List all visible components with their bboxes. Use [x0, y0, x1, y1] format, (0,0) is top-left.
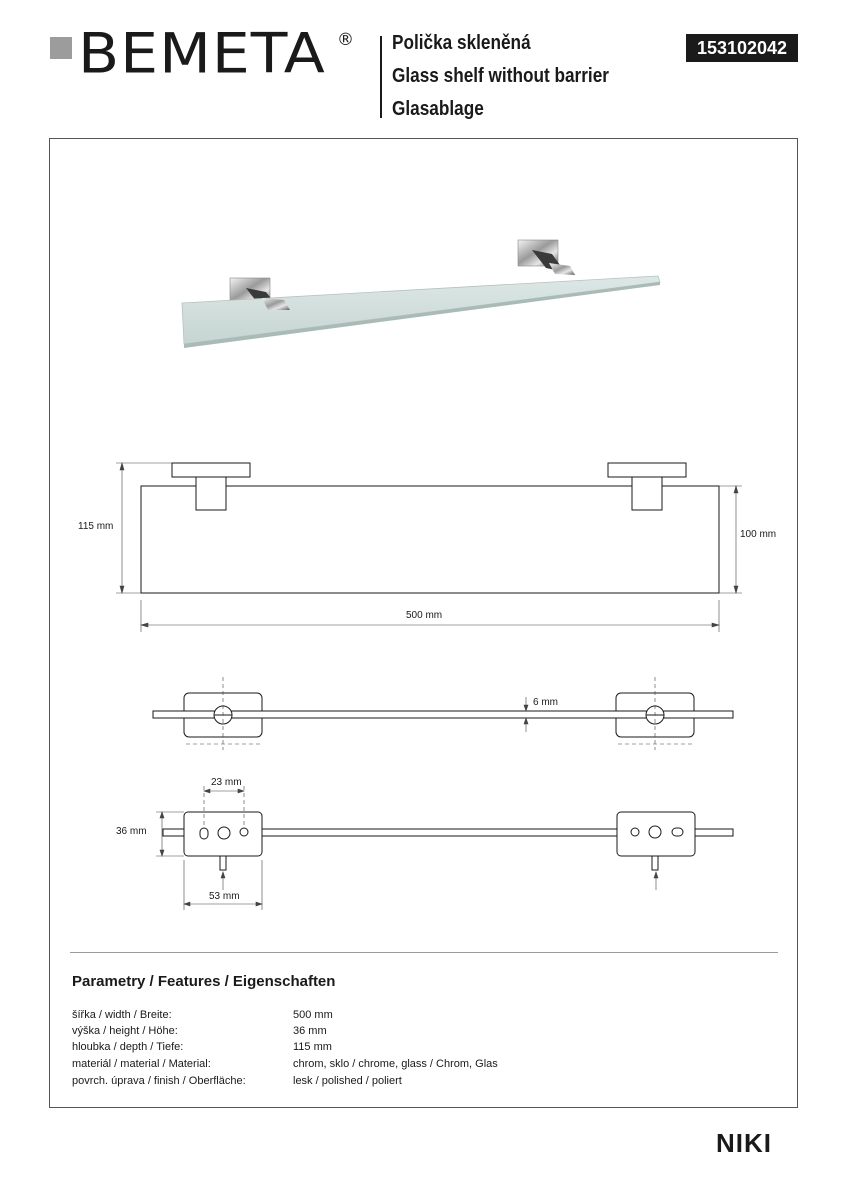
product-title-de: Glasablage: [392, 98, 484, 120]
dim-total-depth: 115 mm: [78, 521, 114, 532]
dim-bracket-width: 53 mm: [209, 891, 240, 902]
header-divider: [380, 36, 382, 118]
series-name: NIKI: [716, 1128, 772, 1158]
brand-logo: BEMETA: [78, 22, 326, 87]
product-illustration: [182, 240, 660, 348]
dim-width: 500 mm: [406, 610, 443, 621]
spec-label-material: materiál / material / Material:: [72, 1058, 211, 1070]
product-title-cz: Polička skleněná: [392, 32, 531, 54]
logo-square: [50, 37, 72, 59]
spec-label-width: šířka / width / Breite:: [72, 1009, 172, 1021]
registered-mark: ®: [337, 30, 354, 50]
spec-value-finish: lesk / polished / poliert: [293, 1075, 402, 1087]
spec-value-material: chrom, sklo / chrome, glass / Chrom, Glas: [293, 1058, 498, 1070]
dim-glass-depth: 100 mm: [740, 529, 777, 540]
side-view-drawing: [153, 693, 733, 737]
product-code-badge: 153102042: [686, 34, 798, 62]
dim-glass-thickness: 6 mm: [533, 697, 558, 708]
features-divider: [70, 952, 778, 953]
dim-height: 36 mm: [116, 826, 147, 837]
spec-value-width: 500 mm: [293, 1009, 333, 1021]
product-title-en: Glass shelf without barrier: [392, 65, 609, 87]
dim-bracket-depth: 23 mm: [211, 777, 242, 788]
spec-value-height: 36 mm: [293, 1025, 327, 1037]
front-view-drawing: [163, 812, 733, 870]
top-view-drawing: [141, 463, 719, 593]
technical-drawing: [50, 139, 797, 951]
spec-label-height: výška / height / Höhe:: [72, 1025, 178, 1037]
spec-label-depth: hloubka / depth / Tiefe:: [72, 1041, 184, 1053]
features-heading: Parametry / Features / Eigenschaften: [72, 973, 336, 990]
spec-label-finish: povrch. úprava / finish / Oberfläche:: [72, 1075, 246, 1087]
spec-value-depth: 115 mm: [293, 1041, 332, 1053]
